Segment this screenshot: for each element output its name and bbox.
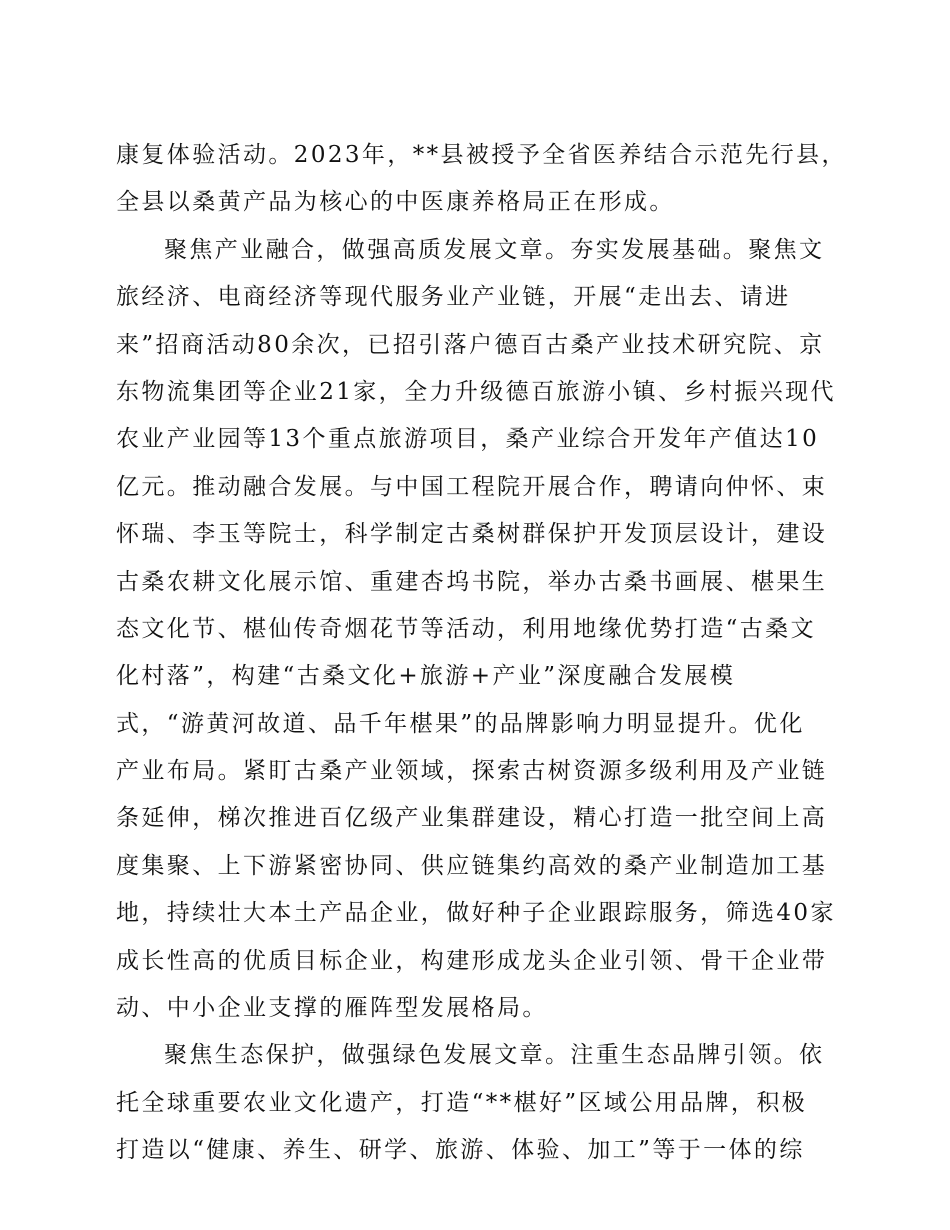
text-line-16: 度集聚、上下游紧密协同、供应链集约高效的桑产业制造加工基 [116, 852, 828, 879]
text-line-21: 托全球重要农业文化遗产，打造“**椹好”区域公用品牌，积极 [116, 1089, 808, 1116]
text-line-14: 产业布局。紧盯古桑产业领域，探索古树资源多级利用及产业链 [116, 758, 828, 785]
text-line-15: 条延伸，梯次推进百亿级产业集群建设，精心打造一批空间上高 [116, 805, 828, 832]
text-line-7: 农业产业园等13个重点旅游项目，桑产业综合开发年产值达10 [116, 426, 820, 453]
text-line-18: 成长性高的优质目标企业，构建形成龙头企业引领、骨干企业带 [116, 947, 828, 974]
text-line-2: 全县以桑黄产品为核心的中医康养格局正在形成。 [116, 189, 675, 216]
text-line-4: 旅经济、电商经济等现代服务业产业链，开展“走出去、请进 [116, 284, 791, 311]
text-line-8: 亿元。推动融合发展。与中国工程院开展合作，聘请向仲怀、束 [116, 473, 828, 500]
text-line-1: 康复体验活动。2023年，**县被授予全省医养结合示范先行县， [116, 142, 847, 168]
text-line-17: 地，持续壮大本土产品企业，做好种子企业跟踪服务，筛选40家 [116, 900, 836, 927]
text-line-13: 式，“游黄河故道、品千年椹果”的品牌影响力明显提升。优化 [116, 710, 805, 737]
text-line-11: 态文化节、椹仙传奇烟花节等活动，利用地缘优势打造“古桑文 [116, 615, 816, 642]
text-line-9: 怀瑞、李玉等院士，科学制定古桑树群保护开发顶层设计，建设 [116, 521, 828, 548]
text-line-10: 古桑农耕文化展示馆、重建杏坞书院，举办古桑书画展、椹果生 [116, 568, 828, 595]
text-line-19: 动、中小企业支撑的雁阵型发展格局。 [116, 995, 548, 1022]
text-line-20: 聚焦生态保护，做强绿色发展文章。注重生态品牌引领。依 [164, 1042, 825, 1069]
text-line-22: 打造以“健康、养生、研学、旅游、体验、加工”等于一体的综 [116, 1137, 805, 1164]
body-text [116, 132, 847, 1175]
text-line-12: 化村落”，构建“古桑文化+旅游+产业”深度融合发展模 [116, 663, 736, 690]
text-line-3: 聚焦产业融合，做强高质发展文章。夯实发展基础。聚焦文 [164, 236, 825, 263]
text-line-6: 东物流集团等企业21家，全力升级德百旅游小镇、乡村振兴现代 [116, 378, 836, 405]
text-line-5: 来”招商活动80余次，已招引落户德百古桑产业技术研究院、京 [116, 331, 825, 358]
